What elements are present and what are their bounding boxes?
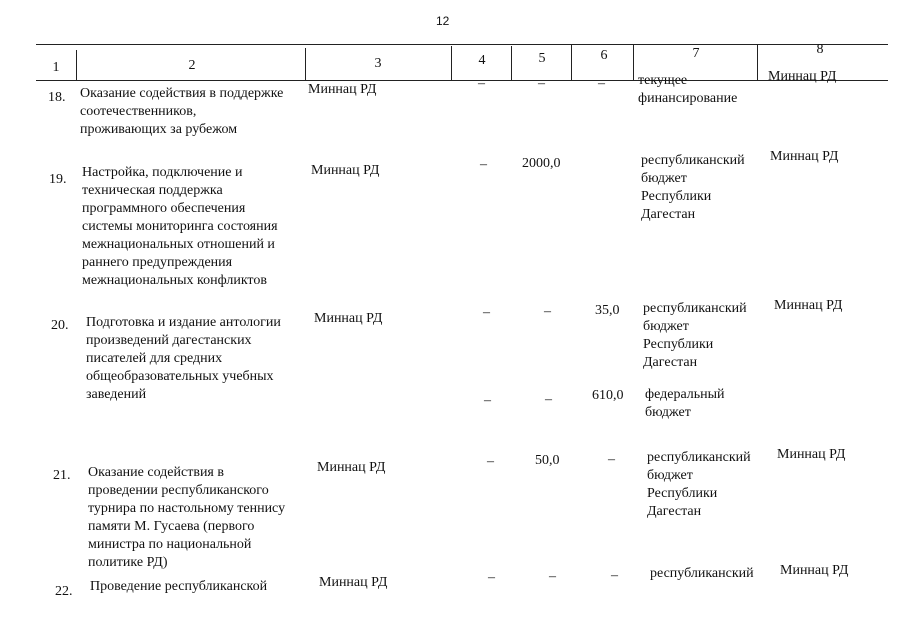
header-col-8: 8: [816, 42, 824, 57]
page-number: 12: [436, 14, 450, 28]
row-executor: Миннац РД: [319, 575, 388, 590]
col5-value: –: [544, 304, 551, 319]
col8-value: Миннац РД: [768, 69, 837, 84]
header-col-3: 3: [374, 56, 382, 71]
header-divider-6: [633, 44, 634, 80]
funding-source-federal: федеральный бюджет: [645, 387, 725, 420]
header-divider-4: [511, 46, 512, 80]
header-divider-1: [76, 50, 77, 80]
row-executor: Миннац РД: [308, 82, 377, 97]
header-col-1: 1: [52, 60, 60, 75]
col5-value: 2000,0: [522, 156, 561, 171]
funding-source: республиканский бюджет Республики Дагестан: [647, 450, 751, 519]
row-description: Подготовка и издание антологии произведений дагестанских писателей для средних общеобразовательных учебных заведений: [86, 315, 281, 402]
col5-value: –: [538, 76, 545, 91]
row-number: 20.: [51, 318, 69, 333]
col5-value: –: [549, 569, 556, 584]
col4-value: –: [478, 76, 485, 91]
header-divider-3: [451, 46, 452, 80]
col4-value: –: [480, 157, 487, 172]
header-col-4: 4: [478, 53, 486, 68]
header-col-2: 2: [188, 58, 196, 73]
header-divider-5: [571, 45, 572, 80]
col8-value: Миннац РД: [780, 563, 849, 578]
row-number: 19.: [49, 172, 67, 187]
col8-value: Миннац РД: [770, 149, 839, 164]
row-description: Оказание содействия в поддержке соотечественников, проживающих за рубежом: [80, 86, 284, 137]
col6-value: 35,0: [595, 303, 620, 318]
col8-value: Миннац РД: [777, 447, 846, 462]
header-col-7: 7: [692, 46, 700, 61]
col8-value: Миннац РД: [774, 298, 843, 313]
col5-value-federal: –: [545, 392, 552, 407]
row-executor: Миннац РД: [311, 163, 380, 178]
funding-source: текущее финансирование: [638, 73, 738, 106]
row-description: Настройка, подключение и техническая поддержка программного обеспечения системы мониторинга состояния межнациональных отношений и раннего предупреждения межнациональных конфликтов: [82, 165, 278, 288]
funding-source: республиканский: [650, 566, 754, 581]
col6-value: –: [611, 568, 618, 583]
col4-value: –: [483, 305, 490, 320]
funding-source: республиканский бюджет Республики Дагестан: [641, 153, 745, 222]
header-col-5: 5: [538, 51, 546, 66]
row-executor: Миннац РД: [314, 311, 383, 326]
col6-value: –: [608, 452, 615, 467]
header-divider-2: [305, 48, 306, 80]
header-top-border: [36, 44, 888, 45]
row-number: 22.: [55, 584, 73, 599]
row-description: Оказание содействия в проведении республиканского турнира по настольному теннису памяти М. Гусаева (первого министра по национальной политике РД): [88, 465, 286, 570]
row-executor: Миннац РД: [317, 460, 386, 475]
header-bottom-border: [36, 80, 888, 81]
col5-value: 50,0: [535, 453, 560, 468]
header-col-6: 6: [600, 48, 608, 63]
col4-value: –: [488, 570, 495, 585]
row-number: 18.: [48, 90, 66, 105]
col6-value: –: [598, 76, 605, 91]
col6-value-federal: 610,0: [592, 388, 624, 403]
row-description: Проведение республиканской: [90, 579, 268, 594]
header-divider-7: [757, 44, 758, 80]
col4-value-federal: –: [484, 393, 491, 408]
funding-source: республиканский бюджет Республики Дагестан: [643, 301, 747, 370]
col4-value: –: [487, 454, 494, 469]
row-number: 21.: [53, 468, 71, 483]
